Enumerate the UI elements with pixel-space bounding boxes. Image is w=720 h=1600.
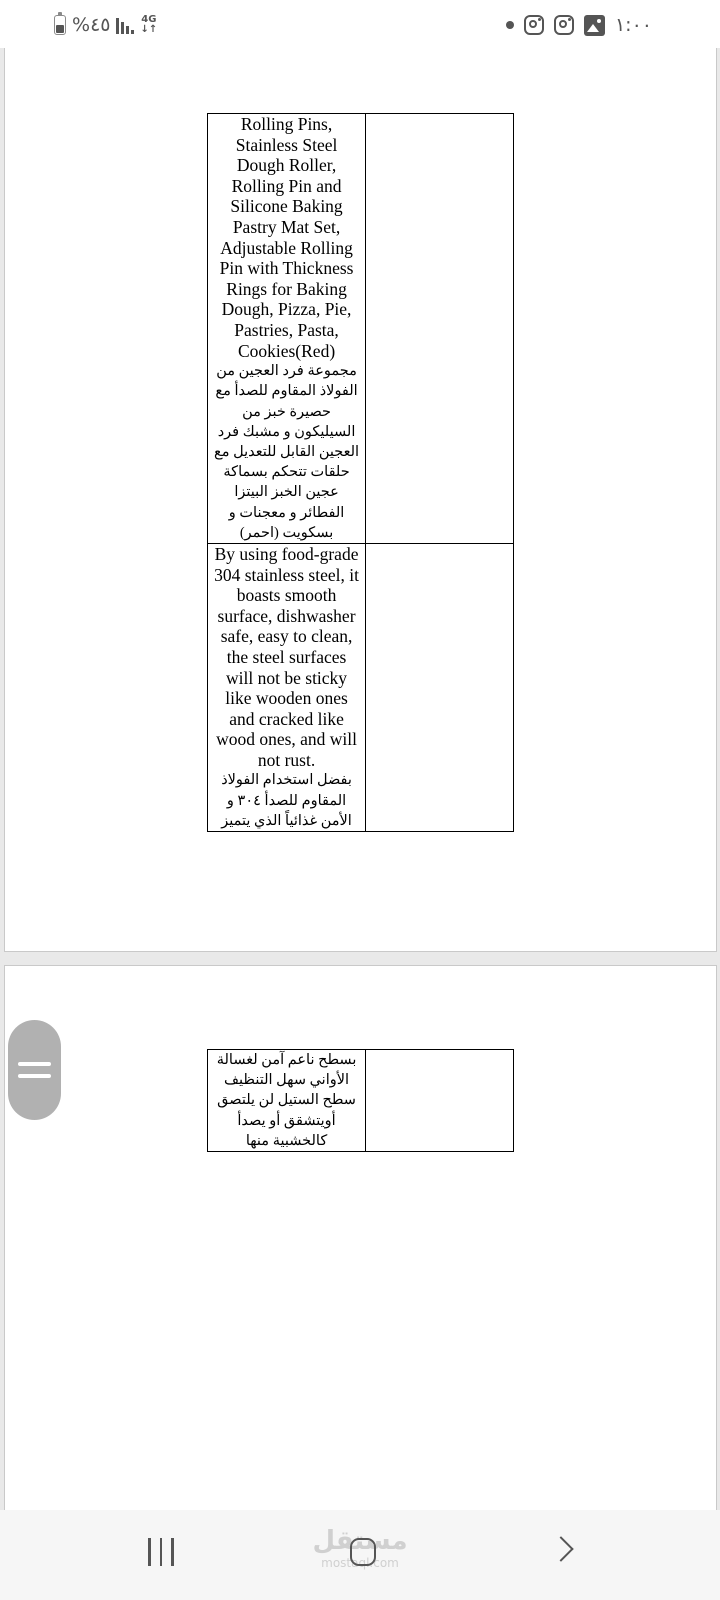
table-cell-description: [208, 543, 366, 831]
gallery-icon: [584, 15, 605, 36]
table-row: [208, 543, 514, 831]
table-row: [208, 114, 514, 544]
table-row: [208, 1050, 514, 1152]
feature-text-ar-continued: بسطح ناعم آمن لغسالة الأواني سهل التنظيف سطح الستيل لن يلتصق أويتشقق أو يصدأ كالخشبية منها: [216, 1052, 357, 1149]
status-right: [506, 12, 652, 38]
battery-percent: %٤٥: [72, 14, 111, 36]
instagram-icon: [554, 15, 574, 35]
table-cell-empty: [366, 114, 514, 544]
status-bar: [0, 0, 720, 48]
back-button[interactable]: [548, 1536, 573, 1561]
product-table-continued: [207, 1049, 514, 1152]
table-cell-description: [208, 1050, 366, 1152]
feature-text-ar: بفضل استخدام الفولاذ المقاوم للصدأ ٣٠٤ و الأمن غذائياً الذي يتميز: [221, 772, 352, 829]
status-left: [54, 12, 157, 38]
table-cell-empty: [366, 543, 514, 831]
scroll-handle[interactable]: [8, 1020, 61, 1120]
product-title-en: Rolling Pins, Stainless Steel Dough Roller, Rolling Pin and Silicone Baking Pastry Mat Set, Adjustable Rolling Pin with Thickness Rings for Baking Dough, Pizza, Pie, Pastries, Pasta, Cookies(Red): [219, 114, 354, 361]
battery-icon: [54, 15, 66, 35]
table-cell-empty: [366, 1050, 514, 1152]
network-4g-icon: 4G ↓↑: [140, 14, 158, 35]
document-page-1[interactable]: [4, 40, 717, 952]
home-button[interactable]: [350, 1538, 376, 1566]
navigation-bar: [0, 1510, 720, 1600]
dot-icon: [506, 21, 514, 29]
document-page-2[interactable]: [4, 965, 717, 1525]
product-title-ar: مجموعة فرد العجين من الفولاذ المقاوم للصدأ مع حصيرة خبز من السيليكون و مشبك فرد العجين القابل للتعديل مع حلقات تتحكم بسماكة عجين الخبز البيتزا الفطائر و معجنات و بسكويت (احمر): [214, 363, 360, 541]
feature-text-en: By using food-grade 304 stainless steel, it boasts smooth surface, dishwasher safe, easy to clean, the steel surfaces will not be sticky like wooden ones and cracked like wood ones, and will not rust.: [214, 543, 359, 770]
table-cell-description: [208, 114, 366, 544]
recents-button[interactable]: [148, 1538, 174, 1566]
instagram-icon: [524, 15, 544, 35]
signal-icon: [116, 16, 134, 34]
mostaql-watermark: مستقل mostaql.com: [312, 1526, 408, 1570]
status-time: ١:٠٠: [614, 14, 652, 36]
product-table: [207, 113, 514, 832]
